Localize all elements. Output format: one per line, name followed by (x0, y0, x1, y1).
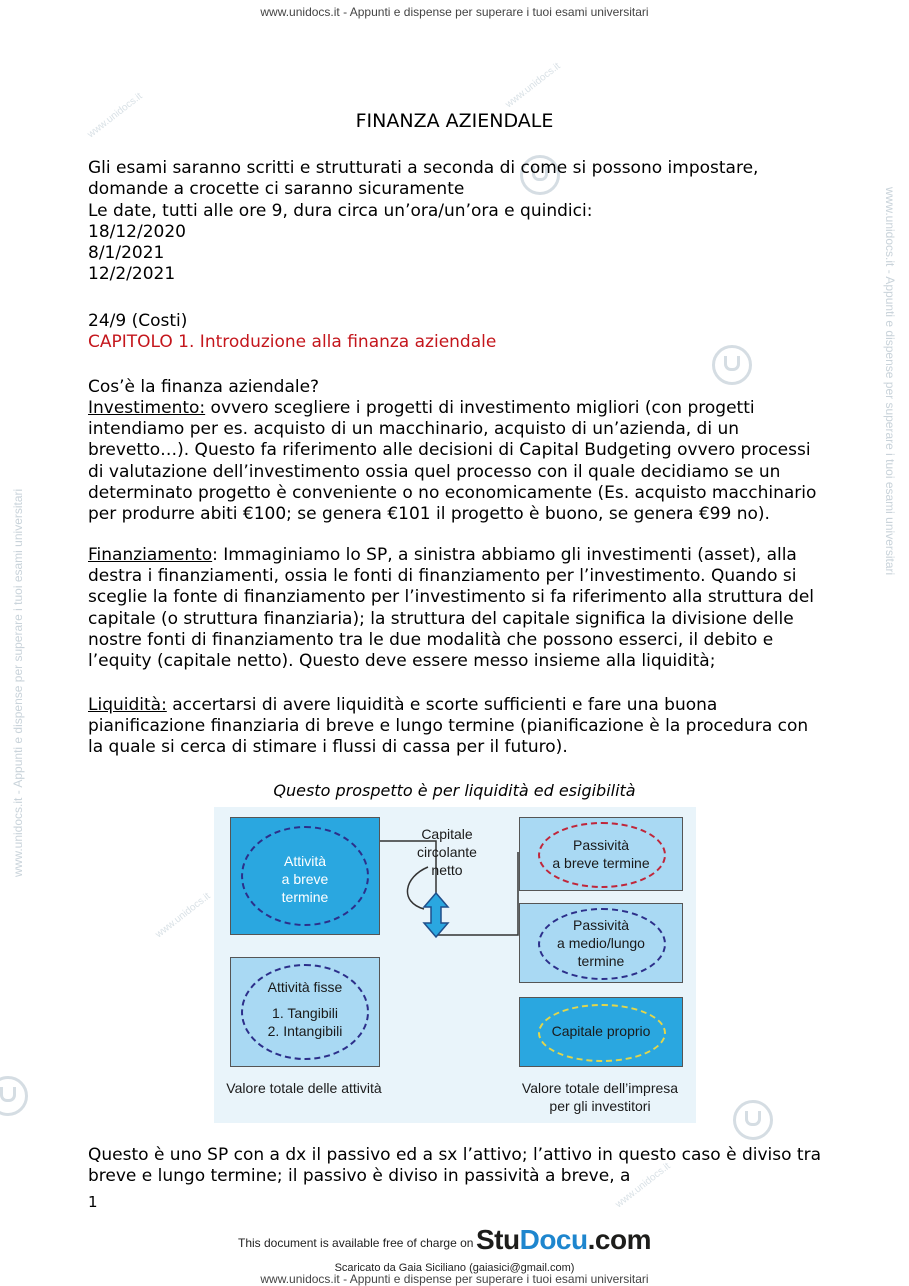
label-capitale-circolante: circolante (417, 844, 477, 860)
label-line: 2. Intangibili (267, 1023, 343, 1039)
figure-caption: Questo prospetto è per liquidità ed esigibilità (273, 781, 636, 800)
logo-part: Docu (519, 1224, 588, 1255)
watermark-logo-icon (0, 1076, 28, 1116)
watermark-diagonal: www.unidocs.it (503, 60, 563, 111)
investimento-text: ovvero scegliere i progetti di investimento migliori (con progetti intendiamo per es. acquisto di un macchinario, acquisto di un’azienda, di un brevetto…). Questo fa riferimento alle decisioni di Capital Budgeting ovvero processi di valutazione dell’investimento ossia quel processo con il quale decidiamo se un determinato progetto è conveniente o no economicamente (Es. acquisto macchinario per produrre abiti €100; se genera €101 il progetto è buono, se genera €99 no). (88, 398, 817, 525)
label-line: Passività (572, 837, 630, 853)
box-capitale-proprio (519, 997, 683, 1067)
studocu-logo[interactable] (476, 1224, 651, 1256)
label-line: Passività (572, 917, 630, 933)
document-title: FINANZA AZIENDALE (355, 110, 554, 132)
label-line: a breve termine (552, 855, 650, 871)
date-item: 12/2/2021 (88, 264, 176, 284)
label-line: Attività (283, 853, 326, 869)
uploader-note: Scaricato da Gaia Siciliano (gaiasici@gmail.com) (334, 1262, 575, 1274)
liquidita-term: Liquidità: (88, 695, 167, 715)
box-passivita-breve (519, 817, 683, 891)
finanziamento-paragraph (88, 545, 828, 672)
label-line: a medio/lungo (557, 935, 645, 951)
finanziamento-text: : Immaginiamo lo SP, a sinistra abbiamo gli investimenti (asset), alla destra i finanziamenti, ossia le fonti di finanziamento per l’investimento. Quando si sceglie la fonte di finanziamento per l’investimento si fa riferimento alla struttura del capitale (o struttura finanziaria); la struttura del capitale significa la divisione delle nostre fonti di finanziamento tra le due modalità che possono esserci, il debito e l’equity (capitale netto). Questo deve essere messo insieme alla liquidità; (88, 545, 814, 672)
balance-sheet-diagram (214, 807, 696, 1123)
logo-part: Stu (476, 1224, 520, 1255)
after-diagram-paragraph: Questo è uno SP con a dx il passivo ed a sx l’attivo; l’attivo in questo caso è diviso tra breve e lungo termine; il passivo è diviso in passività a breve, a (88, 1145, 821, 1187)
label-capitale-circolante: Capitale (421, 826, 473, 842)
liquidita-paragraph (88, 695, 828, 759)
watermark-left: www.unidocs.it - Appunti e dispense per superare i tuoi esami universitari (11, 488, 25, 877)
label-line: a breve (281, 871, 329, 887)
footer-note: This document is available free of charge on (238, 1236, 474, 1250)
dates-intro: Le date, tutti alle ore 9, dura circa un’ora/un’ora e quindici: (88, 201, 593, 221)
watermark-diagonal: www.unidocs.it (85, 90, 145, 141)
watermark-bottom: www.unidocs.it - Appunti e dispense per superare i tuoi esami universitari (260, 1272, 649, 1286)
watermark-right: www.unidocs.it - Appunti e dispense per superare i tuoi esami universitari (883, 187, 897, 576)
label-line: 1. Tangibili (272, 1005, 338, 1021)
label-line: termine (577, 953, 625, 969)
investimento-term: Investimento: (88, 398, 206, 418)
question-line: Cos’è la finanza aziendale? (88, 377, 320, 397)
watermark-diagonal: www.unidocs.it (613, 1160, 673, 1211)
box-attivita-fisse (230, 957, 380, 1067)
label-valore-attivita: Valore totale delle attività (226, 1080, 382, 1096)
double-arrow-icon (424, 893, 448, 937)
label-line: Attività fisse (267, 979, 343, 995)
label-valore-impresa: Valore totale dell’impresa (521, 1080, 679, 1096)
logo-part: .com (587, 1224, 651, 1255)
date-item: 8/1/2021 (88, 243, 165, 263)
page-number: 1 (88, 1193, 98, 1211)
date-item: 18/12/2020 (88, 222, 186, 242)
chapter-heading: CAPITOLO 1. Introduzione alla finanza aziendale (88, 332, 497, 352)
intro-paragraph: Gli esami saranno scritti e strutturati a seconda di come si possono impostare, domande a crocette ci saranno sicuramente (88, 158, 759, 200)
watermark-logo-icon (733, 1100, 773, 1140)
label-line: Capitale proprio (551, 1023, 651, 1039)
watermark-diagonal: www.unidocs.it (153, 890, 213, 941)
box-attivita-breve (230, 817, 380, 935)
watermark-top: www.unidocs.it - Appunti e dispense per superare i tuoi esami universitari (260, 5, 649, 19)
label-capitale-circolante: netto (431, 862, 463, 878)
label-valore-impresa: per gli investitori (549, 1098, 651, 1114)
session-line: 24/9 (Costi) (88, 311, 188, 331)
box-passivita-medio (519, 903, 683, 983)
liquidita-text: accertarsi di avere liquidità e scorte sufficienti e fare una buona pianificazione finanziaria di breve e lungo termine (pianificazione è la procedura con la quale si cerca di stimare i flussi di cassa per il futuro). (88, 695, 809, 758)
finanziamento-term: Finanziamento (88, 545, 213, 565)
investimento-paragraph (88, 398, 828, 525)
label-line: termine (281, 889, 329, 905)
